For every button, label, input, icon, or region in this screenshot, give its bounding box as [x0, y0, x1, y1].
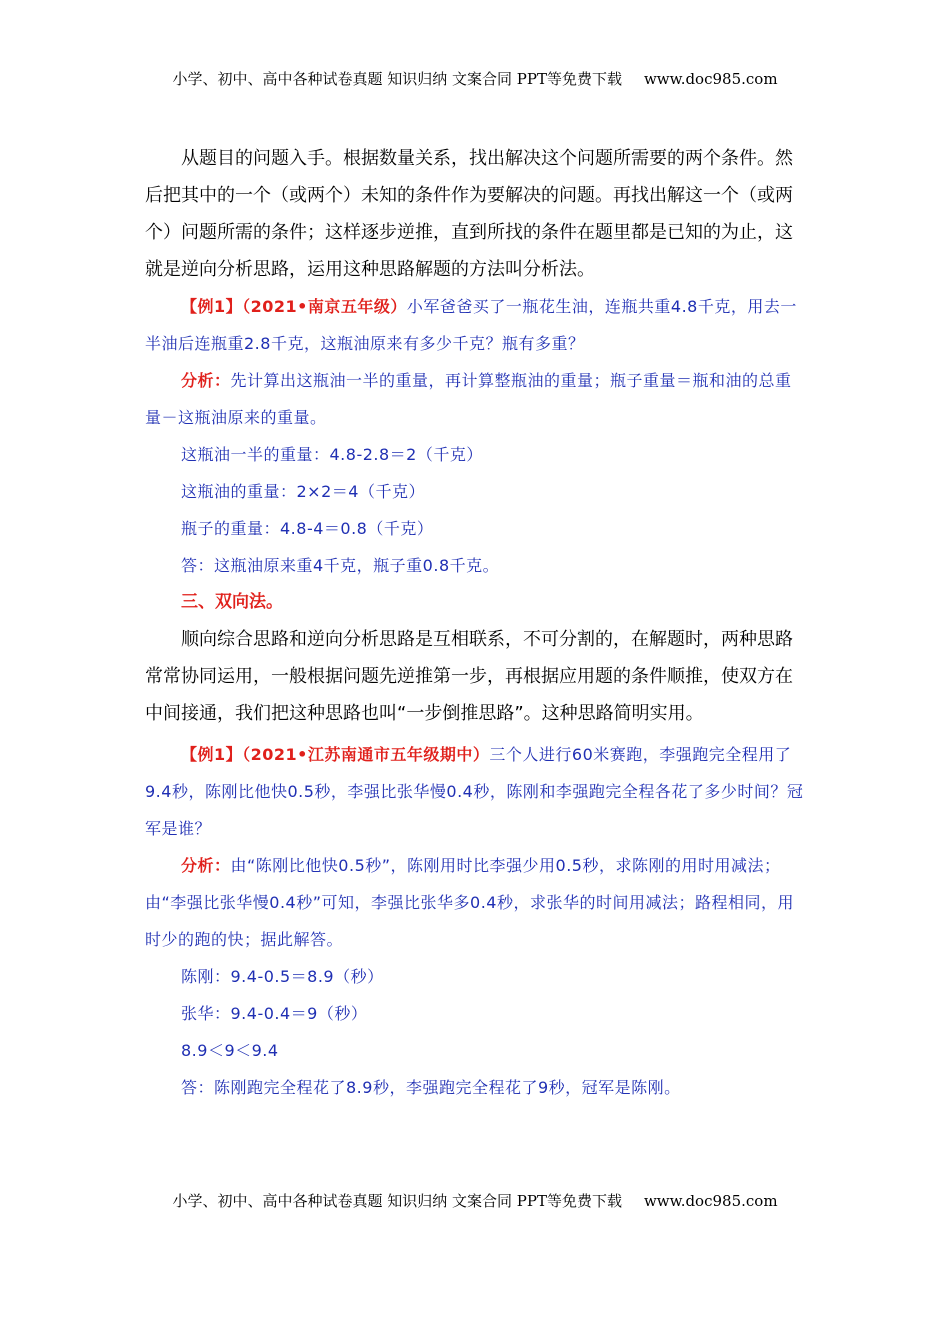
example2-analysis	[145, 847, 805, 958]
footer-url[interactable]: www.doc985.com	[643, 1192, 778, 1210]
example1-step: 瓶子的重量：4.8-4＝0.8（千克）	[181, 519, 434, 538]
section3-body: 顺向综合思路和逆向分析思路是互相联系，不可分割的，在解题时，两种思路常常协同运用，一般根据问题先逆推第一步，再根据应用题的条件顺推，使双方在中间接通，我们把这种思路也叫“一步倒推思路”。这种思路简明实用。	[145, 629, 793, 724]
example1-analysis-text: 先计算出这瓶油一半的重量，再计算整瓶油的重量；瓶子重量＝瓶和油的总重量－这瓶油原来的重量。	[145, 371, 792, 427]
page-header	[0, 68, 950, 89]
page-footer	[0, 1190, 950, 1211]
example1-analysis	[145, 362, 805, 436]
example1-question-text: 小军爸爸买了一瓶花生油，连瓶共重4.8千克，用去一半油后连瓶重2.8千克，这瓶油原来有多少千克？瓶有多重？	[145, 297, 797, 353]
example2-question-text: 三个人进行60米赛跑，李强跑完全程用了9.4秒，陈刚比他快0.5秒，李强比张华慢0.4秒，陈刚和李强跑完全程各花了多少时间？冠军是谁？	[145, 745, 804, 838]
example2-tag: 【例1】（2021•江苏南通市五年级期中）	[181, 745, 490, 764]
header-url[interactable]: www.doc985.com	[643, 70, 778, 88]
example2-analysis-label: 分析：	[181, 856, 231, 875]
example2-analysis-text: 由“陈刚比他快0.5秒”，陈刚用时比李强少用0.5秒，求陈刚的用时用减法；由“李强比张华慢0.4秒”可知，李强比张华多0.4秒，求张华的时间用减法；路程相同，用时少的跑的快；据此解答。	[145, 856, 794, 949]
example2-question	[145, 736, 805, 847]
example2-step: 陈刚：9.4-0.5＝8.9（秒）	[181, 967, 384, 986]
example1-question	[145, 288, 805, 362]
intro-paragraph: 从题目的问题入手。根据数量关系，找出解决这个问题所需要的两个条件。然后把其中的一个（或两个）未知的条件作为要解决的问题。再找出解这一个（或两个）问题所需的条件；这样逐步逆推，直到所找的条件在题里都是已知的为止，这就是逆向分析思路，运用这种思路解题的方法叫分析法。	[145, 148, 793, 280]
example2-answer: 答：陈刚跑完全程花了8.9秒，李强跑完全程花了9秒，冠军是陈刚。	[181, 1078, 681, 1097]
example1-tag: 【例1】（2021•南京五年级）	[181, 297, 407, 316]
header-text: 小学、初中、高中各种试卷真题 知识归纳 文案合同 PPT等免费下载	[172, 70, 622, 88]
example1-answer: 答：这瓶油原来重4千克，瓶子重0.8千克。	[181, 556, 500, 575]
example1-step: 这瓶油一半的重量：4.8-2.8＝2（千克）	[181, 445, 483, 464]
example2-step: 张华：9.4-0.4＝9（秒）	[181, 1004, 368, 1023]
example1-analysis-label: 分析：	[181, 371, 231, 390]
footer-text: 小学、初中、高中各种试卷真题 知识归纳 文案合同 PPT等免费下载	[172, 1192, 622, 1210]
example2-step: 8.9＜9＜9.4	[181, 1041, 279, 1060]
section3-title: 三、双向法。	[181, 592, 283, 612]
example1-step: 这瓶油的重量：2×2＝4（千克）	[181, 482, 425, 501]
document-body	[145, 140, 805, 1106]
